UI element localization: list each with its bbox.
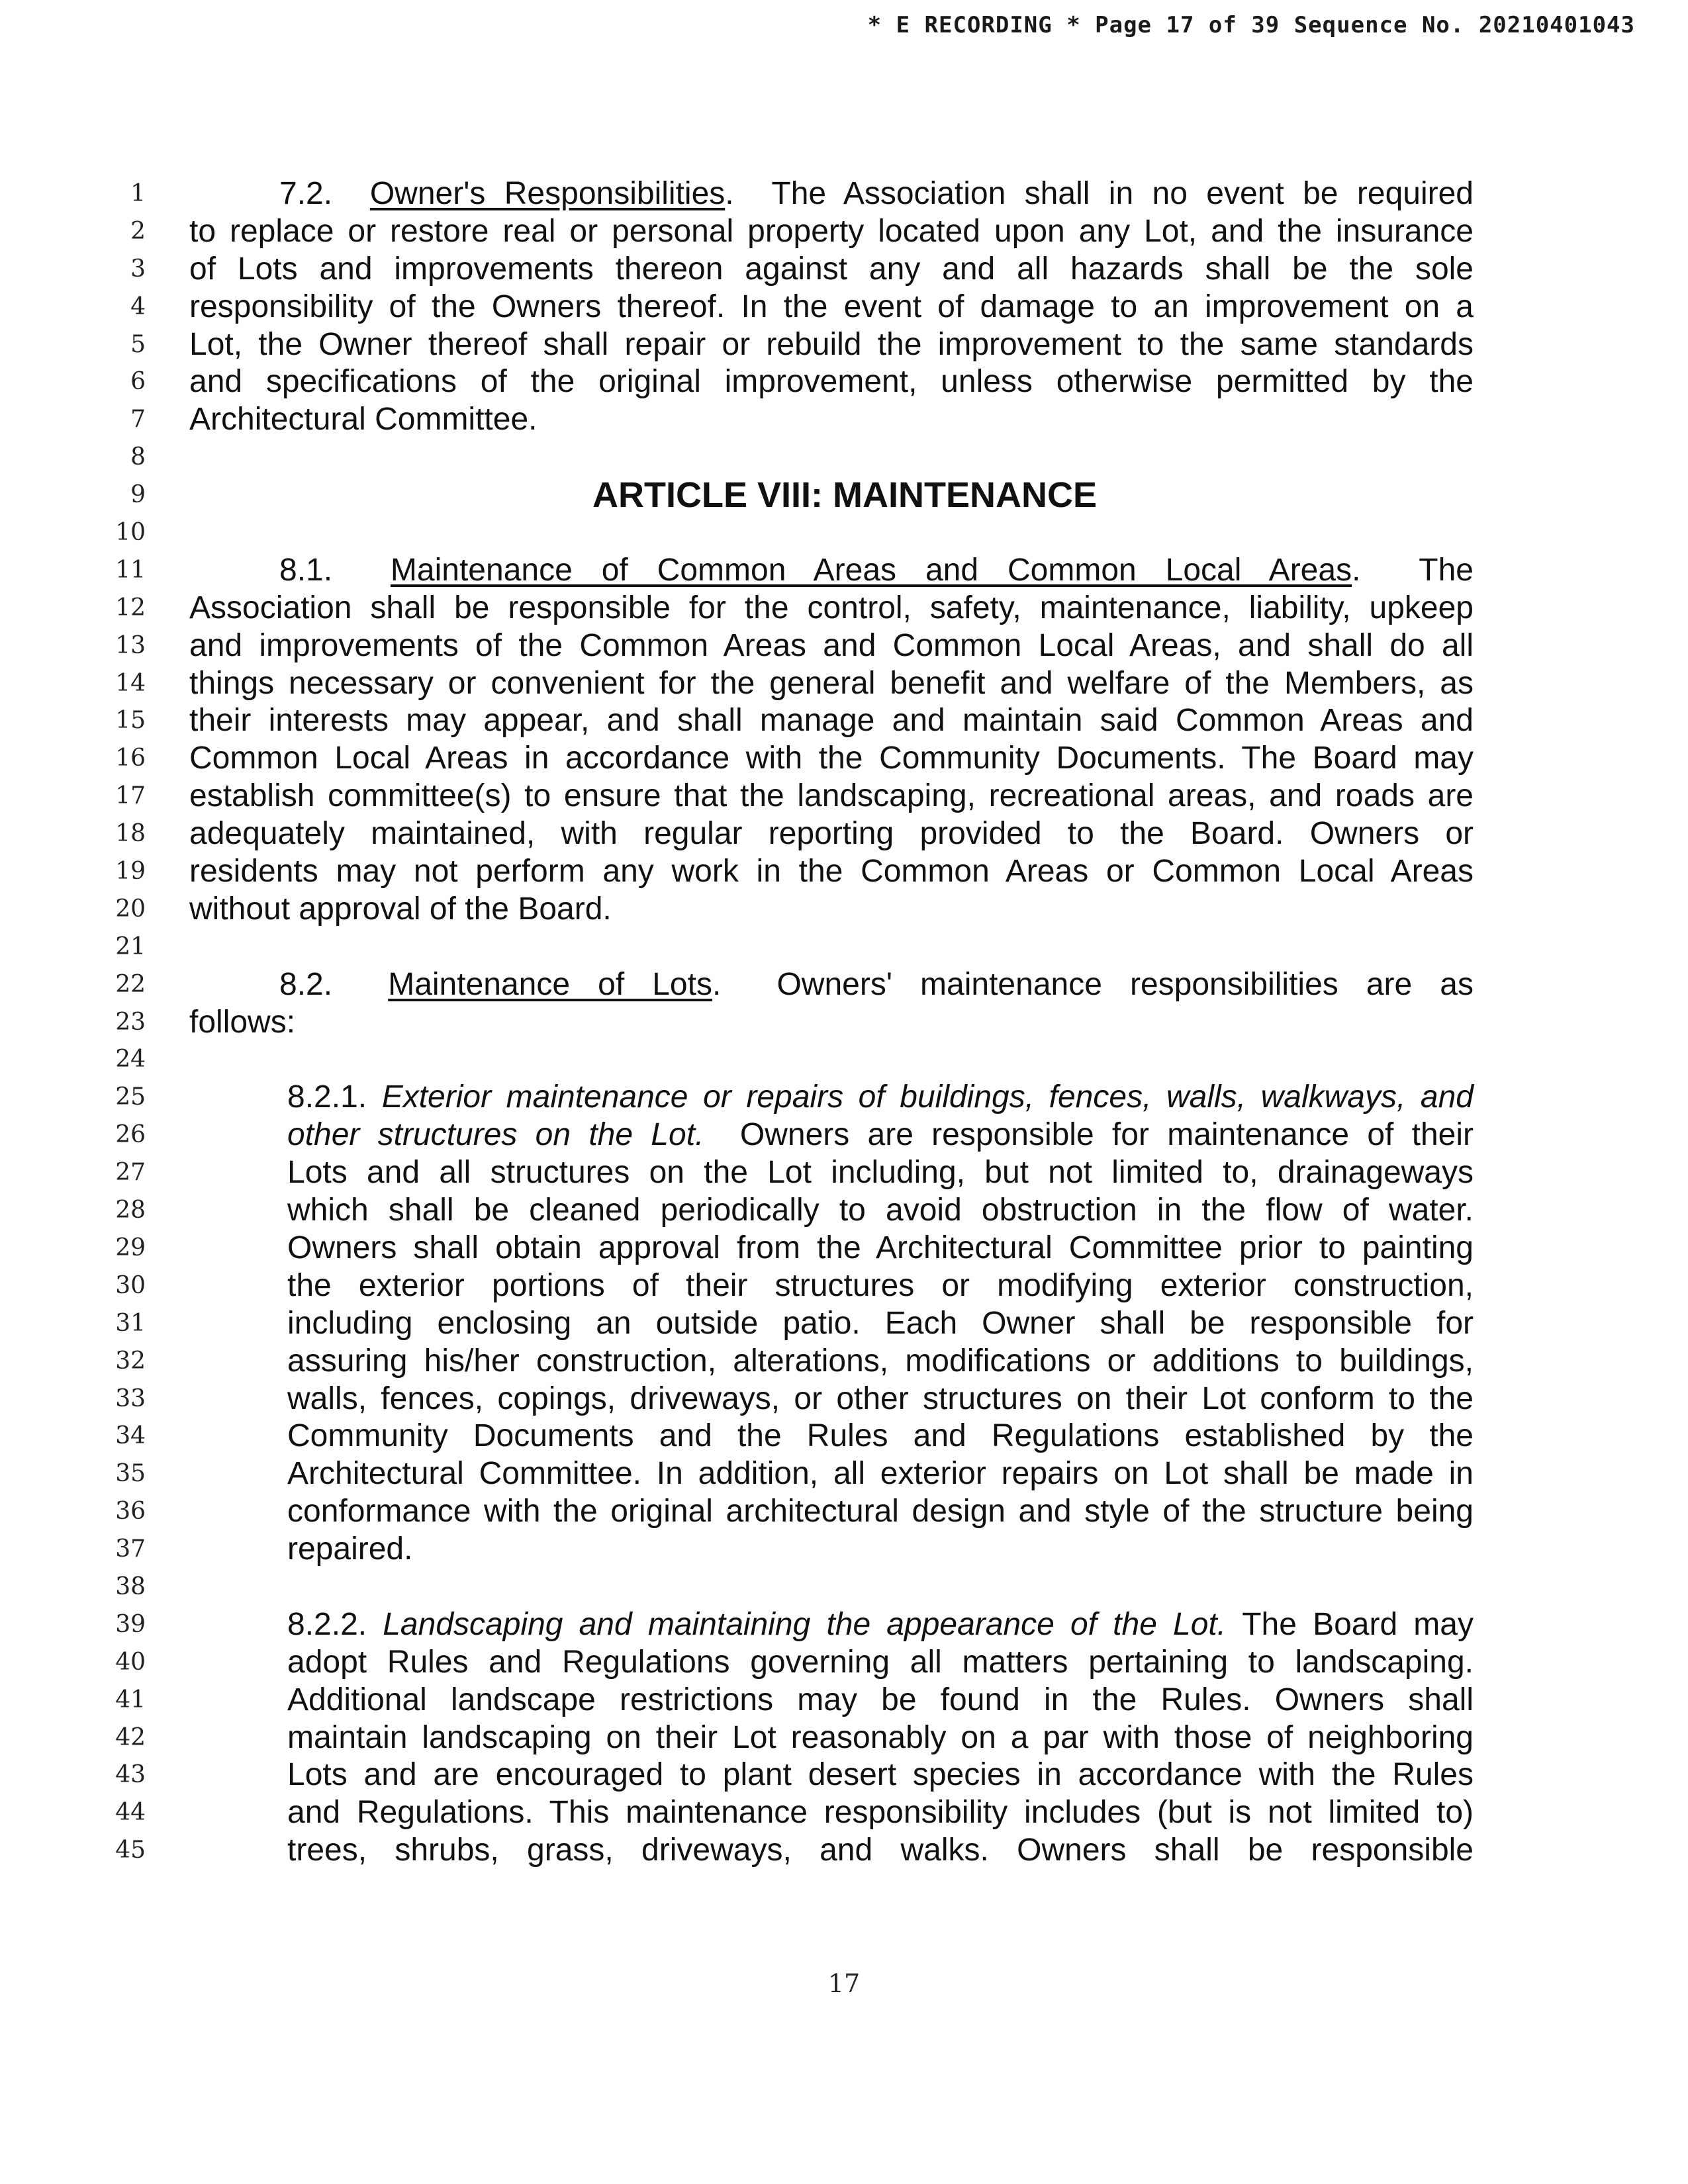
section-heading: Owner's Responsibilities bbox=[369, 176, 726, 211]
line-number: 34 bbox=[115, 1422, 146, 1450]
line-number: 33 bbox=[115, 1385, 146, 1412]
paragraph-line: and improvements of the Common Areas and Common Local Areas, and shall do all bbox=[189, 627, 1474, 663]
line-number: 44 bbox=[115, 1799, 146, 1827]
line-number: 1 bbox=[130, 180, 146, 207]
line-number: 8 bbox=[130, 443, 146, 471]
line-number: 11 bbox=[115, 556, 146, 584]
line-number: 21 bbox=[115, 933, 146, 960]
line-number: 16 bbox=[115, 745, 146, 772]
line-number: 7 bbox=[130, 406, 146, 433]
section-heading: Maintenance of Lots bbox=[388, 966, 712, 1002]
blank-line bbox=[189, 514, 1474, 552]
line-number: 25 bbox=[115, 1083, 146, 1111]
paragraph-line: their interests may appear, and shall manage and maintain said Common Areas and bbox=[189, 703, 1474, 739]
subsection-heading: Exterior maintenance or repairs of buildings, fences, walls, walkways, and bbox=[381, 1079, 1474, 1115]
section-8-2-first-line: 8.2. Maintenance of Lots. Owners' maintenance responsibilities are as bbox=[279, 966, 1474, 1002]
paragraph-line: which shall be cleaned periodically to avoid obstruction in the flow of water. bbox=[287, 1193, 1474, 1228]
blank-line bbox=[189, 1569, 1474, 1606]
section-8-2-1-second-line bbox=[189, 1116, 1474, 1154]
line-number: 17 bbox=[115, 782, 146, 810]
paragraph-line: adequately maintained, with regular reporting provided to the Board. Owners or bbox=[189, 816, 1474, 852]
line-number: 9 bbox=[130, 481, 146, 509]
line-number: 27 bbox=[115, 1159, 146, 1187]
paragraph-text: Owners' maintenance responsibilities are as bbox=[776, 966, 1474, 1002]
paragraph-line: trees, shrubs, grass, driveways, and walks. Owners shall be responsible bbox=[287, 1833, 1474, 1868]
paragraph-line: Lots and are encouraged to plant desert species in accordance with the Rules bbox=[287, 1757, 1474, 1793]
line-number: 18 bbox=[115, 820, 146, 848]
paragraph-line: and Regulations. This maintenance responsibility includes (but is not limited to) bbox=[287, 1795, 1474, 1831]
paragraph-line: Common Local Areas in accordance with the Community Documents. The Board may bbox=[189, 741, 1474, 776]
line-number: 24 bbox=[115, 1046, 146, 1073]
line-number: 3 bbox=[130, 255, 146, 283]
paragraph-line: Association shall be responsible for the control, safety, maintenance, liability, upkeep bbox=[189, 590, 1474, 625]
section-heading: Maintenance of Common Areas and Common Local Areas bbox=[390, 552, 1352, 588]
paragraph-line: Lot, the Owner thereof shall repair or rebuild the improvement to the same standards bbox=[189, 326, 1474, 362]
line-number: 30 bbox=[115, 1271, 146, 1299]
line-number: 41 bbox=[115, 1686, 146, 1713]
line-number: 23 bbox=[115, 1008, 146, 1036]
line-number: 20 bbox=[115, 895, 146, 923]
line-number: 42 bbox=[115, 1723, 146, 1751]
paragraph-text: The Board may bbox=[1242, 1606, 1474, 1642]
paragraph-text: The bbox=[1419, 552, 1474, 588]
line-number: 22 bbox=[115, 970, 146, 998]
paragraph-line: follows: bbox=[189, 1004, 296, 1040]
section-8-2-1-first-line bbox=[189, 1079, 1474, 1116]
line-number: 32 bbox=[115, 1347, 146, 1375]
paragraph-line: of Lots and improvements thereon against any and all hazards shall be the sole bbox=[189, 251, 1474, 287]
paragraph-line: Community Documents and the Rules and Regulations established by the bbox=[287, 1418, 1474, 1454]
paragraph-line: without approval of the Board. bbox=[189, 891, 612, 927]
line-number: 26 bbox=[115, 1121, 146, 1149]
recording-stamp: * E RECORDING * Page 17 of 39 Sequence No. 20210401043 bbox=[867, 12, 1635, 38]
line-number: 28 bbox=[115, 1197, 146, 1224]
line-number: 37 bbox=[115, 1535, 146, 1563]
subsection-heading: other structures on the Lot. bbox=[287, 1117, 704, 1153]
paragraph-line: assuring his/her construction, alterations, modifications or additions to buildings, bbox=[287, 1343, 1474, 1379]
page-number: 17 bbox=[827, 1969, 861, 1998]
section-8-2-2-first-line bbox=[189, 1606, 1474, 1644]
line-number: 38 bbox=[115, 1572, 146, 1600]
section-number: 8.1. bbox=[279, 552, 333, 588]
subsection-number: 8.2.1. bbox=[287, 1079, 367, 1115]
line-number: 13 bbox=[115, 631, 146, 659]
paragraph-line: adopt Rules and Regulations governing all matters pertaining to landscaping. bbox=[287, 1644, 1474, 1680]
paragraph-line: Architectural Committee. In addition, all exterior repairs on Lot shall be made in bbox=[287, 1456, 1474, 1492]
subsection-number: 8.2.2. bbox=[287, 1606, 367, 1642]
paragraph-line: walls, fences, copings, driveways, or other structures on their Lot conform to the bbox=[287, 1381, 1474, 1416]
subsection-heading: Landscaping and maintaining the appearance of the Lot. bbox=[383, 1606, 1227, 1642]
line-number: 36 bbox=[115, 1498, 146, 1525]
article-title: ARTICLE VIII: MAINTENANCE bbox=[592, 475, 1097, 516]
paragraph-line: the exterior portions of their structures or modifying exterior construction, bbox=[287, 1267, 1474, 1303]
paragraph-line: responsibility of the Owners thereof. In the event of damage to an improvement on a bbox=[189, 289, 1474, 324]
paragraph-text: Owners are responsible for maintenance of their bbox=[739, 1117, 1474, 1153]
line-number: 12 bbox=[115, 594, 146, 621]
paragraph-line: maintain landscaping on their Lot reasonably on a par with those of neighboring bbox=[287, 1719, 1474, 1755]
line-number: 5 bbox=[130, 330, 146, 358]
paragraph-line: Additional landscape restrictions may be found in the Rules. Owners shall bbox=[287, 1682, 1474, 1717]
section-number: 7.2. bbox=[279, 176, 333, 211]
document-body bbox=[189, 175, 1474, 1870]
paragraph-line: things necessary or convenient for the general benefit and welfare of the Members, as bbox=[189, 665, 1474, 701]
line-number: 4 bbox=[130, 293, 146, 320]
paragraph-line: Lots and all structures on the Lot including, but not limited to, drainageways bbox=[287, 1155, 1474, 1191]
line-number: 35 bbox=[115, 1460, 146, 1488]
line-number: 31 bbox=[115, 1309, 146, 1337]
paragraph-line: establish committee(s) to ensure that the landscaping, recreational areas, and roads are bbox=[189, 778, 1474, 814]
paragraph-text: The Association shall in no event be required bbox=[771, 176, 1474, 211]
paragraph-line: repaired. bbox=[287, 1531, 413, 1567]
line-number: 19 bbox=[115, 858, 146, 886]
line-number: 2 bbox=[130, 217, 146, 245]
paragraph-line: to replace or restore real or personal property located upon any Lot, and the insurance bbox=[189, 213, 1474, 249]
line-number: 29 bbox=[115, 1234, 146, 1261]
paragraph-line: Owners shall obtain approval from the Architectural Committee prior to painting bbox=[287, 1230, 1474, 1265]
paragraph-line: residents may not perform any work in the Common Areas or Common Local Areas bbox=[189, 854, 1474, 889]
paragraph-line: Architectural Committee. bbox=[189, 402, 538, 437]
section-8-1-first-line: 8.1. Maintenance of Common Areas and Common Local Areas. The bbox=[279, 552, 1474, 588]
line-number: 15 bbox=[115, 707, 146, 735]
blank-line bbox=[189, 929, 1474, 966]
blank-line bbox=[189, 1041, 1474, 1079]
line-number: 6 bbox=[130, 368, 146, 396]
blank-line bbox=[189, 439, 1474, 477]
line-number: 14 bbox=[115, 669, 146, 697]
paragraph-line: including enclosing an outside patio. Each Owner shall be responsible for bbox=[287, 1305, 1474, 1341]
section-7-2-first-line: 7.2. Owner's Responsibilities. The Association shall in no event be required bbox=[279, 176, 1474, 211]
section-number: 8.2. bbox=[279, 966, 333, 1002]
line-number: 39 bbox=[115, 1610, 146, 1638]
line-number: 45 bbox=[115, 1837, 146, 1864]
line-number-column bbox=[99, 175, 146, 1870]
paragraph-line: and specifications of the original improvement, unless otherwise permitted by the bbox=[189, 364, 1474, 400]
line-number: 43 bbox=[115, 1761, 146, 1789]
paragraph-line: conformance with the original architectural design and style of the structure being bbox=[287, 1494, 1474, 1529]
line-number: 10 bbox=[115, 519, 146, 547]
line-number: 40 bbox=[115, 1648, 146, 1676]
